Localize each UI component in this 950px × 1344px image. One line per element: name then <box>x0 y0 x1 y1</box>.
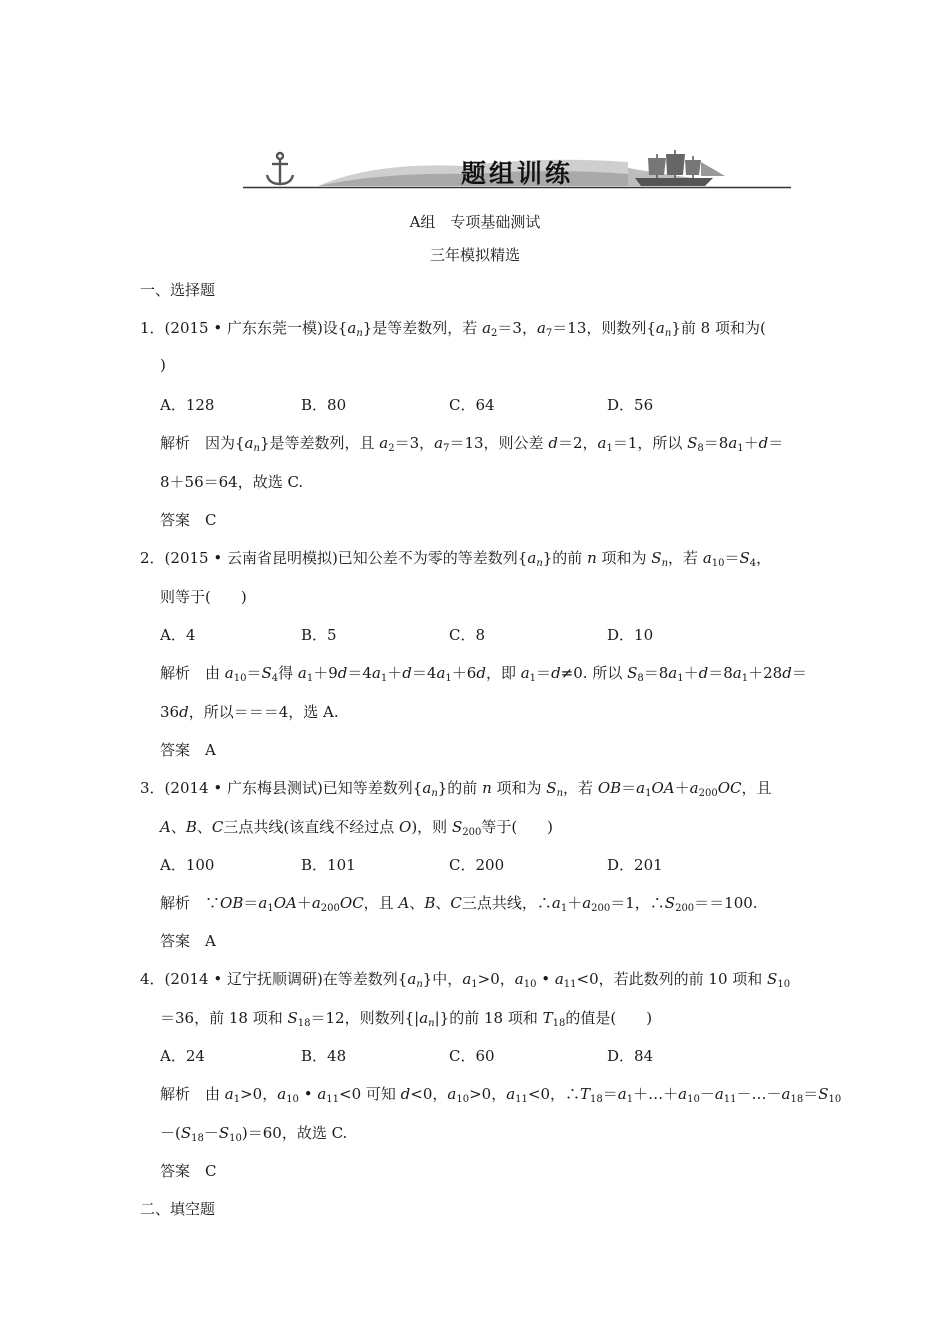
banner-title: 题组训练 <box>460 159 573 188</box>
q3-answer: 答案 A <box>160 932 216 950</box>
q3-stem-line1: 3．(2014 • 广东梅县测试)已知等差数列$\{a_n\}$的前 n 项和为 $S_n$，若 $OB=a_1OA+a_{200}OC$，且 <box>140 779 772 799</box>
q3-option-d: D．201 <box>607 856 663 874</box>
q4-answer: 答案 C <box>160 1162 217 1180</box>
part2-heading: 二、填空题 <box>140 1200 216 1218</box>
q1-answer: 答案 C <box>160 511 217 529</box>
q1-option-c: C．64 <box>449 396 495 414</box>
q3-option-b: B．101 <box>301 856 356 874</box>
q2-solution-line1: 解析 由 $a_{10}=S_4$得 $a_1+9d=4a_1+d=4a_1+6d$，即 $a_1=d\ne 0$. 所以 $S_8=8a_1+d=8a_1+28d=$ <box>160 664 807 684</box>
q2-solution-line2: 36d，所以＝＝＝4，选 A. <box>160 703 339 721</box>
q4-option-b: B．48 <box>301 1047 347 1065</box>
q4-solution-line2: $-(S_{18}-S_{10})=60$，故选 C. <box>160 1124 348 1144</box>
q2-answer: 答案 A <box>160 741 216 759</box>
q4-option-a: A．24 <box>160 1047 205 1065</box>
q1-solution-line1: 解析 因为$\{a_n\}$是等差数列，且 $a_2=3$，$a_7=13$，则公差 d＝2，$a_1=1$，所以 $S_8=8a_1+d=$ <box>160 434 784 454</box>
q3-solution-line1: 解析 $\because OB=a_1OA+a_{200}OC$，且 A、B、C三点共线，$\therefore a_1+a_{200}=1$，$\therefore S_{200}==100$. <box>160 894 758 914</box>
group-title: A组 专项基础测试 <box>409 213 541 231</box>
q2-stem-line1: 2．(2015 • 云南省昆明模拟)已知公差不为零的等差数列$\{a_n\}$的前 n 项和为 $S_n$，若 $a_{10}=S_4$， <box>140 549 772 569</box>
q1-option-d: D．56 <box>607 396 654 414</box>
q2-option-a: A．4 <box>160 626 196 644</box>
q4-option-c: C．60 <box>449 1047 495 1065</box>
part1-heading: 一、选择题 <box>140 281 216 299</box>
q3-stem-line2: A、B、C三点共线(该直线不经过点 O)，则 $S_{200}$等于( ) <box>160 818 554 838</box>
q1-solution-line2: 8＋56＝64，故选 C. <box>160 473 304 491</box>
section-subtitle: 三年模拟精选 <box>429 246 520 264</box>
q4-stem-line2: ＝36，前 18 项和 $S_{18}=12$，则数列$\{|a_n|\}$的前 18 项和 $T_{18}$的值是( ) <box>160 1009 653 1029</box>
q4-stem-line1: 4．(2014 • 辽宁抚顺调研)在等差数列$\{a_n\}$中，$a_1>0$，$a_{10}$ • $a_{11}<0$，若此数列的前 10 项和 $S_{10}$ <box>140 970 791 990</box>
q3-option-a: A．100 <box>160 856 215 874</box>
q3-option-c: C．200 <box>449 856 505 874</box>
q2-option-d: D．10 <box>607 626 654 644</box>
q2-option-c: C．8 <box>449 626 486 644</box>
q1-stem-line1: 1．(2015 • 广东东莞一模)设$\{a_n\}$是等差数列，若 $a_2=3$，$a_7=13$，则数列$\{a_n\}$前 8 项和为( <box>140 319 766 339</box>
q1-stem-line2: ) <box>160 356 166 374</box>
q1-option-b: B．80 <box>301 396 347 414</box>
q2-stem-line2: 则等于( ) <box>160 588 247 606</box>
q1-option-a: A．128 <box>160 396 215 414</box>
q4-option-d: D．84 <box>607 1047 654 1065</box>
section-banner <box>243 148 791 194</box>
q4-solution-line1: 解析 由 $a_1>0$，$a_{10}$ • $a_{11}<0$ 可知 d<0，$a_{10}>0$，$a_{11}<0$，$\therefore T_{18}=a_1+\dots+a_{10}-a_{11}-\dots-a_{18}=S_{10}$ <box>160 1085 842 1105</box>
q2-option-b: B．5 <box>301 626 337 644</box>
